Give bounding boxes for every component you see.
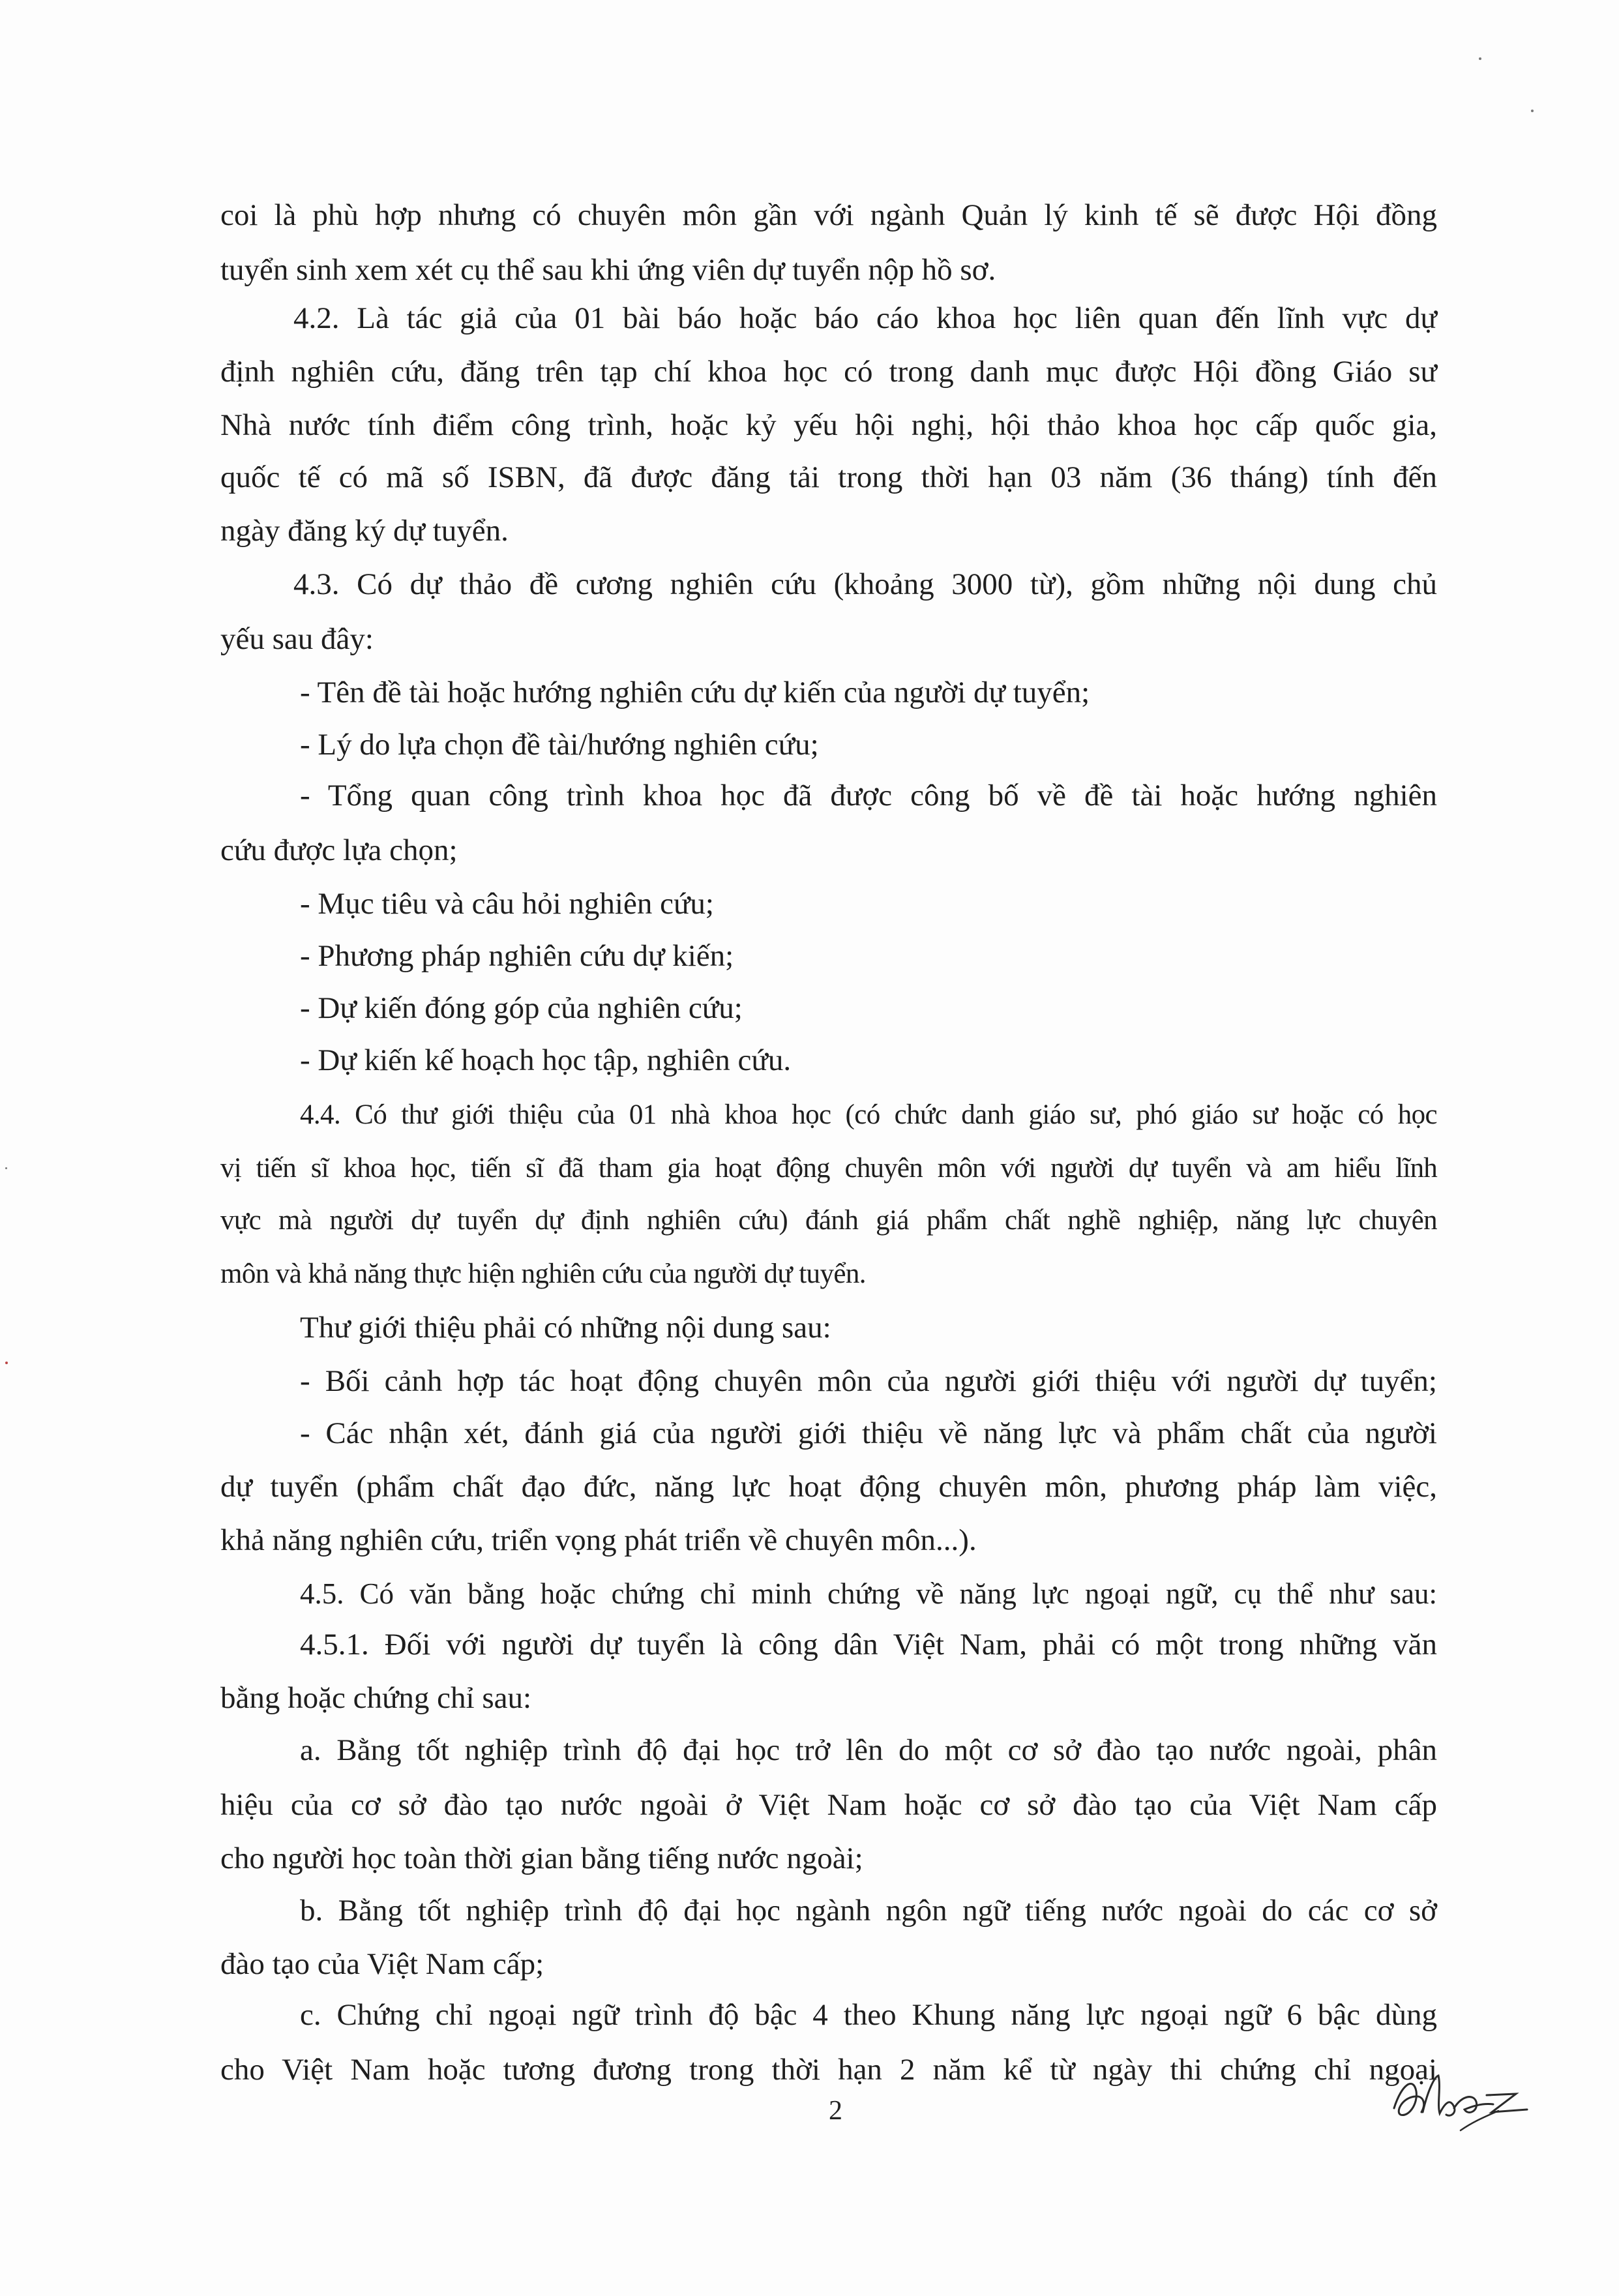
text-line: ngày đăng ký dự tuyển. xyxy=(220,514,509,548)
text-line: hiệu của cơ sở đào tạo nước ngoài ở Việt Nam hoặc cơ sở đào tạo của Việt Nam cấp xyxy=(220,1788,1437,1822)
signature-initials xyxy=(1382,2057,1532,2136)
text-line: b. Bằng tốt nghiệp trình độ đại học ngành ngôn ngữ tiếng nước ngoài do các cơ sở xyxy=(300,1894,1437,1928)
text-line: - Phương pháp nghiên cứu dự kiến; xyxy=(300,939,734,973)
text-line: môn và khả năng thực hiện nghiên cứu của người dự tuyển. xyxy=(220,1259,866,1289)
text-line: coi là phù hợp nhưng có chuyên môn gần với ngành Quản lý kinh tế sẽ được Hội đồng xyxy=(220,198,1437,232)
text-line: khả năng nghiên cứu, triển vọng phát triển về chuyên môn...). xyxy=(220,1523,977,1557)
text-line: định nghiên cứu, đăng trên tạp chí khoa học có trong danh mục được Hội đồng Giáo sư xyxy=(220,355,1437,389)
scan-speck xyxy=(1479,57,1481,60)
text-line: 4.5.1. Đối với người dự tuyển là công dân Việt Nam, phải có một trong những văn xyxy=(300,1628,1437,1662)
text-line: cứu được lựa chọn; xyxy=(220,833,458,867)
text-line: - Các nhận xét, đánh giá của người giới thiệu về năng lực và phẩm chất của người xyxy=(300,1416,1437,1450)
text-line: Thư giới thiệu phải có những nội dung sau: xyxy=(300,1311,831,1345)
text-line: - Tổng quan công trình khoa học đã được công bố về đề tài hoặc hướng nghiên xyxy=(300,779,1437,813)
text-line: a. Bằng tốt nghiệp trình độ đại học trở lên do một cơ sở đào tạo nước ngoài, phân xyxy=(300,1733,1437,1767)
text-line: 4.4. Có thư giới thiệu của 01 nhà khoa học (có chức danh giáo sư, phó giáo sư hoặc có học xyxy=(300,1099,1437,1130)
scan-speck xyxy=(5,1362,8,1364)
text-line: 4.5. Có văn bằng hoặc chứng chỉ minh chứng về năng lực ngoại ngữ, cụ thể như sau: xyxy=(300,1577,1437,1610)
text-line: quốc tế có mã số ISBN, đã được đăng tải trong thời hạn 03 năm (36 tháng) tính đến xyxy=(220,460,1437,494)
text-line: tuyển sinh xem xét cụ thể sau khi ứng viên dự tuyển nộp hồ sơ. xyxy=(220,253,996,287)
text-line: - Mục tiêu và câu hỏi nghiên cứu; xyxy=(300,887,714,921)
text-line: dự tuyển (phẩm chất đạo đức, năng lực hoạt động chuyên môn, phương pháp làm việc, xyxy=(220,1470,1437,1504)
scan-speck xyxy=(1531,110,1534,112)
text-line: 4.3. Có dự thảo đề cương nghiên cứu (khoảng 3000 từ), gồm những nội dung chủ xyxy=(293,567,1437,601)
text-line: c. Chứng chỉ ngoại ngữ trình độ bậc 4 theo Khung năng lực ngoại ngữ 6 bậc dùng xyxy=(300,1998,1437,2032)
text-line: - Lý do lựa chọn đề tài/hướng nghiên cứu; xyxy=(300,728,819,762)
text-line: đào tạo của Việt Nam cấp; xyxy=(220,1947,544,1981)
text-line: yếu sau đây: xyxy=(220,622,374,656)
text-line: bằng hoặc chứng chỉ sau: xyxy=(220,1681,532,1715)
text-line: cho người học toàn thời gian bằng tiếng nước ngoài; xyxy=(220,1841,863,1875)
text-line: - Bối cảnh hợp tác hoạt động chuyên môn của người giới thiệu với người dự tuyển; xyxy=(300,1364,1437,1398)
text-line: - Tên đề tài hoặc hướng nghiên cứu dự kiến của người dự tuyển; xyxy=(300,676,1090,709)
scan-speck xyxy=(5,1167,7,1169)
text-line: cho Việt Nam hoặc tương đương trong thời hạn 2 năm kể từ ngày thi chứng chỉ ngoại xyxy=(220,2053,1437,2087)
page-number: 2 xyxy=(829,2096,842,2126)
text-line: - Dự kiến kế hoạch học tập, nghiên cứu. xyxy=(300,1043,792,1077)
text-line: vực mà người dự tuyển dự định nghiên cứu) đánh giá phẩm chất nghề nghiệp, năng lực chuyên xyxy=(220,1205,1437,1236)
text-line: vị tiến sĩ khoa học, tiến sĩ đã tham gia hoạt động chuyên môn với người dự tuyển và am hiểu lĩnh xyxy=(220,1153,1437,1184)
text-line: - Dự kiến đóng góp của nghiên cứu; xyxy=(300,991,743,1025)
text-line: Nhà nước tính điểm công trình, hoặc kỷ yếu hội nghị, hội thảo khoa học cấp quốc gia, xyxy=(220,408,1437,442)
text-line: 4.2. Là tác giả của 01 bài báo hoặc báo cáo khoa học liên quan đến lĩnh vực dự xyxy=(293,301,1437,335)
